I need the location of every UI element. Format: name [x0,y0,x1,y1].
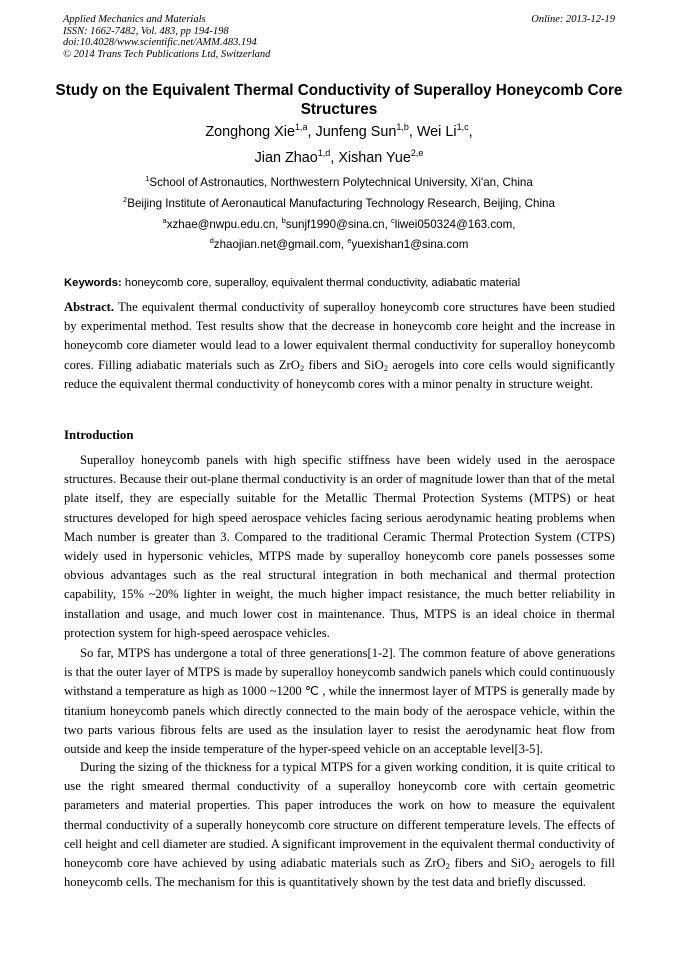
author-sup: 2,e [410,148,424,158]
author-name: Junfeng Sun [315,124,397,140]
section-heading-introduction: Introduction [64,428,134,442]
keywords-label: Keywords: [64,277,122,289]
author-sup: 1,c [456,122,469,132]
author-name: Zonghong Xie [205,124,295,140]
online-date: Online: 2013-12-19 [531,14,615,25]
author-name: Xishan Yue [338,150,411,166]
intro-paragraph-3: During the sizing of the thickness for a typical MTPS for a given working condition, it is quite critical to use the right smeared thermal conductivity of a superalloy honeycomb core with certain geometric parameters and material properties. This paper introduces the work on how to measure the equivalent thermal conductivity of a superally honeycomb core structure on different temperature levels. The effects of cell height and cell diameter are studied. A significant improvement in the equivalent thermal conductivity of honeycomb core have achieved by using adiabatic materials such as ZrO$_2$ fibers and SiO$_2$ aerogels to fill honeycomb cells. The mechanism for this is quantitatively shown by the test data and briefly discussed. [64,760,616,890]
email-link[interactable]: zhaojian.net@gmail.com, [213,238,348,251]
intro-paragraph-2: So far, MTPS has undergone a total of three generations[1-2]. The common feature of above generations is that the outer layer of MTPS is made by superalloy honeycomb sandwich panels which could continuously withstand a temperature as high as 1000 ~1200 ℃ , while the innermost layer of MTPS is generally made by titanium honeycomb panels which directly connected to the main body of the aerospace vehicle, within the two parts various fibrous felts are used as the insulation layer to resist the aerodynamic heat flow from outside and keep the inside temperature of the hyper-speed vehicle on an acceptable level[3-5]. [64,646,615,757]
email-link[interactable]: liwei050324@163.com, [394,218,516,231]
journal-name: Applied Mechanics and Materials [63,14,206,25]
email-line-1: $^a$xzhae@nwpu.edu.cn, $^b$sunjf1990@sina.cn, $^c$liwei050324@163.com, [162,216,516,231]
author-line-2: Jian Zhao$^{1,d}$, Xishan Yue$^{2,e}$ [254,148,424,166]
author-name: Wei Li [416,124,457,140]
intro-paragraph-1: Superalloy honeycomb panels with high specific stiffness have been widely used in the aerospace structures. Because their out-plane thermal conductivity is an order of magnitude lower than that of the metal plate itself, they are especially suitable for the Metallic Thermal Protection Systems (MTPS) or heat structures developed for high speed aerospace vehicles facing serious aerodynamic heating problems when Mach number is greater than 3. Compared to the traditional Ceramic Thermal Protection System (CTPS) widely used in hypersonic vehicles, MTPS made by superalloy honeycomb core panels possesses some obvious advantages such as the real structural integration in both mechanical and thermal protection capability, 15% ~20% lighter in weight, the much higher impact resistance, the much better reliability in installation and usage, and much lower cost in maintenance. Thus, MTPS is an ideal choice in thermal protection system for high-speed aerospace vehicles. [64,453,615,640]
author-name: Jian Zhao [254,150,318,166]
email-link[interactable]: yuexishan1@sina.com [351,238,469,251]
affiliation-1: $^1$School of Astronautics, Northwestern Polytechnical University, Xi'an, China [145,174,533,189]
email-link[interactable]: sunjf1990@sina.cn, [285,218,392,231]
author-sup: 1,b [396,122,409,132]
author-line-1: Zonghong Xie$^{1,a}$, Junfeng Sun$^{1,b}$, Wei Li$^{1,c}$, [205,122,473,140]
keywords-text: honeycomb core, superalloy, equivalent thermal conductivity, adiabatic material [124,277,521,289]
journal-issn: ISSN: 1662-7482, Vol. 483, pp 194-198 [63,25,229,37]
email-line-2: $^d$zhaojian.net@gmail.com, $^e$yuexishan1@sina.com [209,236,469,251]
keywords [64,276,616,290]
author-sup: 1,a [295,122,308,132]
abstract: Abstract. The equivalent thermal conductivity of superalloy honeycomb core structures have been studied by experimental method. Test results show that the decrease in honeycomb core height and the increase in honeycomb core diameter would lead to a lower equivalent thermal conductivity for superalloy honeycomb cores. Filling adiabatic materials such as ZrO$_2$ fibers and SiO$_2$ aerogels into core cells would significantly reduce the equivalent thermal conductivity of honeycomb cores with a minor penalty in structure weight. [64,300,616,391]
journal-doi: doi:10.4028/www.scientific.net/AMM.483.194 [63,37,257,48]
author-sup: 1,d [317,148,331,158]
affiliation-2: $^2$Beijing Institute of Aeronautical Manufacturing Technology Research, Beijing, China [123,195,555,210]
paper-title: Study on the Equivalent Thermal Conductivity of Superalloy Honeycomb Core Structures [55,82,623,118]
abstract-label: Abstract. [64,300,115,314]
email-link[interactable]: xzhae@nwpu.edu.cn, [166,218,282,231]
journal-header [63,14,615,60]
journal-copyright: © 2014 Trans Tech Publications Ltd, Switzerland [63,48,271,60]
